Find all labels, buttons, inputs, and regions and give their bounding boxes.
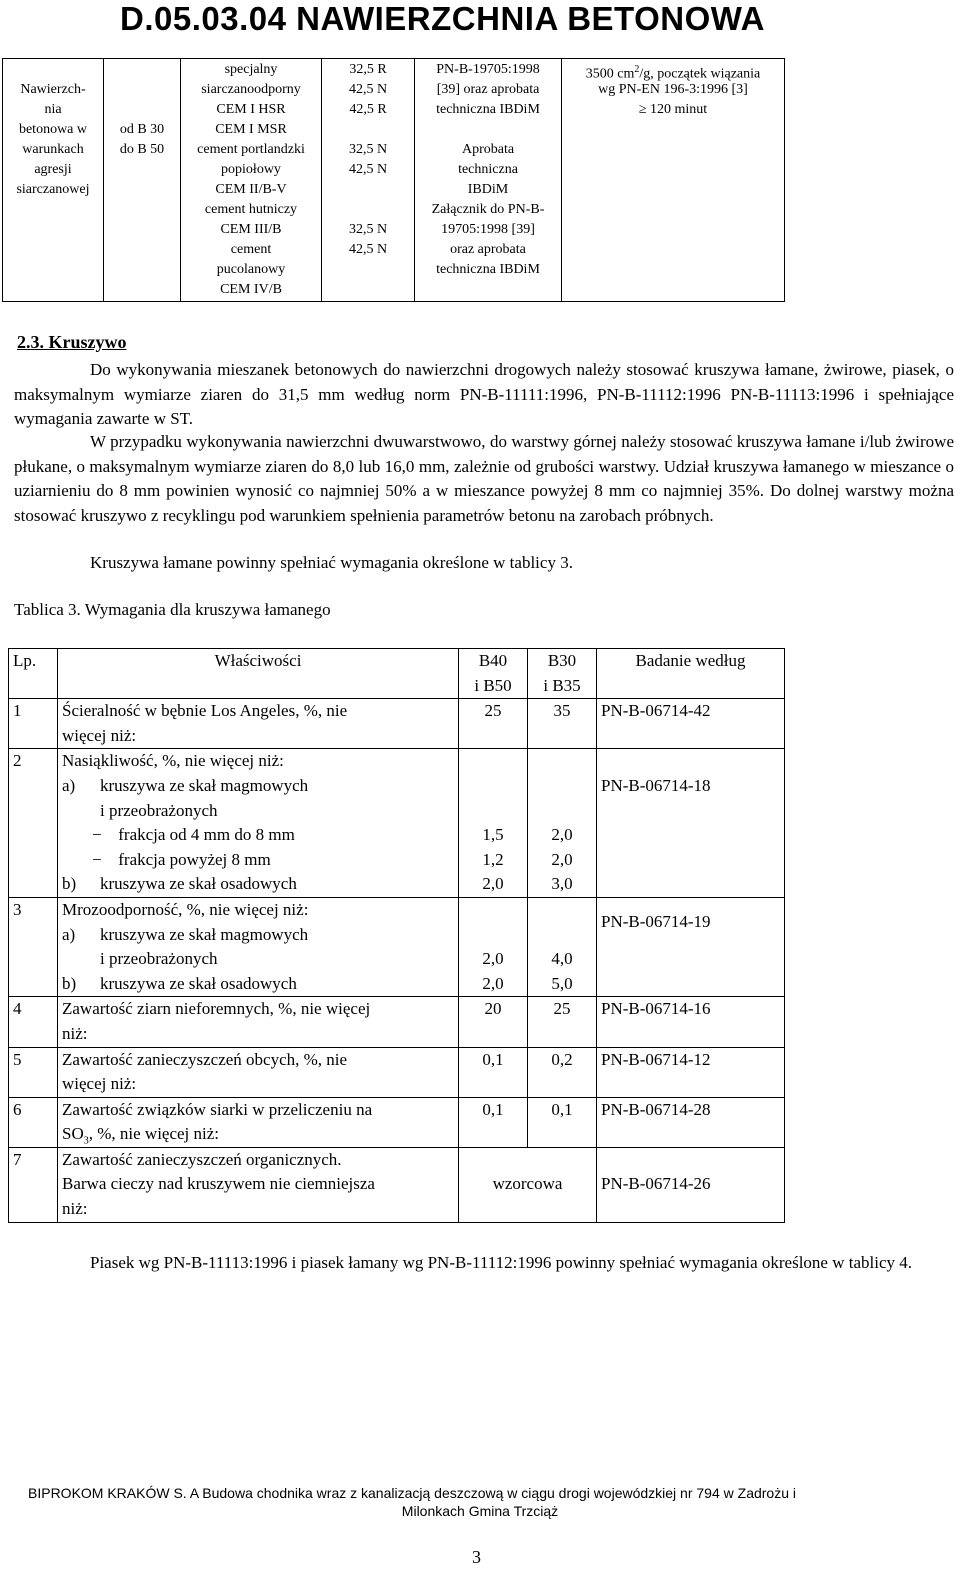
footer-line-2: Milonkach Gmina Trzciąż (401, 1503, 559, 1519)
section-heading-text: 2.3. Kruszywo (17, 332, 127, 352)
item-text: frakcja od 4 mm do 8 mm (118, 825, 295, 845)
cell-line (324, 120, 412, 140)
cell-line: cement hutniczy (204, 202, 298, 217)
cell-line: CEM III/B (220, 222, 282, 237)
item-text: kruszywa ze skał magmowych (100, 924, 309, 944)
cell-line: do B 50 (119, 142, 165, 157)
cement-col-class (104, 59, 181, 302)
item-text: kruszywa ze skał osadowych (100, 973, 297, 993)
cell-line: techniczna IBDiM (436, 262, 540, 277)
value-text: 4,0 (551, 949, 573, 969)
value-b40 (459, 897, 528, 996)
cell-line: CEM I HSR (216, 102, 286, 117)
cement-col-strength (322, 59, 415, 302)
cell-line: cement (230, 242, 272, 257)
header-text: Właściwości (214, 651, 302, 670)
item-letter: a) (62, 924, 76, 944)
row-property (58, 1047, 459, 1097)
cell-line: IBDiM (467, 182, 509, 197)
superscript: 2 (634, 64, 640, 75)
table-row (9, 1097, 785, 1147)
cell-line: PN-B-19705:1998 (436, 62, 540, 77)
table-row (9, 1147, 785, 1222)
cell-line: oraz aprobata (450, 242, 526, 257)
value-text: 2,0 (482, 874, 504, 894)
row-lp: 5 (9, 1047, 58, 1097)
value-text: 2,0 (551, 825, 573, 845)
subscript: 3 (83, 1135, 89, 1147)
table-caption: Tablica 3. Wymagania dla kruszywa łamanego (14, 600, 331, 619)
paragraph-text: W przypadku wykonywania nawierzchni dwuwarstwowo, do warstwy górnej należy stosować kruszywa łamane i/lub żwirowe płukane, o maksymalnym wymiarze ziaren do 8,0 lub 16,0 mm, zależnie od grubości warstwy. Udział kruszywa łamanego w mieszance o uziarnieniu do 8 mm powinien wynosić co najmniej 50% a w mieszance powyżej 8 mm co najmniej 35%. Do dolnej warstwy można stosować kruszywo z recyklingu pod warunkiem spełnienia parametrów betonu na zarobach próbnych. (14, 432, 954, 525)
property-text: Ścieralność w bębnie Los Angeles, %, nie (62, 701, 348, 721)
value-text: 3,0 (551, 874, 573, 894)
property-text (62, 774, 454, 799)
row-property (58, 897, 459, 996)
footer-line-1: BIPROKOM KRAKÓW S. A Budowa chodnika wraz z kanalizacją deszczową w ciągu drogi wojewódzkiej nr 794 w Zadrożu i (28, 1485, 797, 1501)
cell-line: 32,5 N (348, 142, 388, 157)
row-property (58, 997, 459, 1047)
property-text (62, 848, 454, 873)
header-text: B30 (547, 651, 577, 670)
cell-line (564, 60, 782, 80)
value-b40: 20 (459, 997, 528, 1047)
value-text: 1,5 (482, 825, 504, 845)
property-text: Zawartość zanieczyszczeń organicznych. (62, 1149, 342, 1169)
paragraph-3 (14, 551, 954, 576)
header-text: i B50 (474, 675, 512, 695)
test-method-text: PN-B-06714-18 (601, 775, 711, 795)
property-text: niż: (62, 1023, 88, 1043)
row-lp: 4 (9, 997, 58, 1047)
cement-table (2, 58, 785, 302)
test-method: PN-B-06714-16 (597, 997, 785, 1047)
item-letter: b) (62, 973, 77, 993)
test-method: PN-B-06714-42 (597, 699, 785, 749)
cell-line: 42,5 N (348, 82, 388, 97)
value-text: 2,0 (482, 973, 504, 993)
cell-line: cement portlandzki (197, 142, 305, 157)
item-text: i przeobrażonych (100, 800, 218, 820)
paragraph-text: Piasek wg PN-B-11113:1996 i piasek łamany wg PN-B-11112:1996 powinny spełniać wymagania określone w tablicy 4. (90, 1253, 913, 1272)
property-text (62, 872, 454, 897)
test-method: PN-B-06714-26 (597, 1147, 785, 1222)
row-lp: 6 (9, 1097, 58, 1147)
property-text (62, 972, 454, 997)
property-text (62, 923, 454, 948)
property-text (62, 799, 454, 824)
item-text: kruszywa ze skał magmowych (100, 775, 309, 795)
page-number: 3 (472, 1547, 481, 1567)
value-b30 (528, 897, 597, 996)
cell-line: siarczanoodporny (201, 82, 301, 97)
table-row (9, 1047, 785, 1097)
cell-line: nia (44, 102, 62, 117)
header-text: B40 (478, 651, 508, 670)
property-text: Zawartość związków siarki w przeliczeniu na (62, 1099, 373, 1119)
cement-col-type (181, 59, 322, 302)
cell-line: pucolanowy (216, 262, 286, 277)
cell-line: specjalny (224, 62, 278, 77)
test-method: PN-B-06714-28 (597, 1097, 785, 1147)
cell-line: CEM I MSR (215, 122, 287, 137)
test-method-text: PN-B-06714-19 (601, 911, 711, 931)
cell-line: 32,5 R (349, 62, 387, 77)
value-b40: 0,1 (459, 1047, 528, 1097)
item-text: kruszywa ze skał osadowych (100, 874, 297, 894)
paragraph-1 (14, 358, 954, 432)
aggregate-requirements-table (8, 648, 785, 1223)
cell-line: techniczna IBDiM (436, 102, 540, 117)
cement-col-standard (415, 59, 562, 302)
row-property (58, 699, 459, 749)
property-text: niż: (62, 1199, 88, 1219)
cell-line: 32,5 N (348, 222, 388, 237)
value-text: 2,0 (551, 849, 573, 869)
property-text: Zawartość zanieczyszczeń obcych, %, nie (62, 1049, 348, 1069)
row-property (58, 749, 459, 898)
paragraph-text: Do wykonywania mieszanek betonowych do nawierzchni drogowych należy stosować kruszywa łamane, żwirowe, piasek, o maksymalnym wymiarze ziaren do 31,5 mm według norm PN-B-11111:1996, PN-B-11112:1996 PN-B-11113:1996 i spełniające wymagania zawarte w ST. (14, 360, 954, 428)
dash-bullet: − (92, 849, 102, 869)
test-method: PN-B-06714-12 (597, 1047, 785, 1097)
dash-bullet: − (92, 825, 102, 845)
cell-line: Załącznik do PN-B- (431, 202, 545, 217)
cell-line: od B 30 (119, 122, 165, 137)
value-text: 5,0 (551, 973, 573, 993)
test-method (597, 749, 785, 898)
paragraph-2 (14, 430, 954, 528)
closing-paragraph (14, 1251, 954, 1276)
cell-line: [39] oraz aprobata (436, 82, 540, 97)
page-header-title: D.05.03.04 NAWIERZCHNIA BETONOWA (120, 0, 765, 37)
cement-col-requirements (562, 59, 785, 302)
property-text: więcej niż: (62, 1074, 137, 1094)
cell-text: /g, początek wiązania (639, 66, 761, 82)
header-b30 (528, 649, 597, 699)
property-text (62, 823, 454, 848)
cell-line: 19705:1998 [39] (441, 222, 535, 237)
cell-line: siarczanowej (16, 182, 90, 197)
cell-line (324, 200, 412, 220)
value-text: 1,2 (482, 849, 504, 869)
header-b40 (459, 649, 528, 699)
property-text: Mrozoodporność, %, nie więcej niż: (62, 899, 309, 919)
value-b40 (459, 749, 528, 898)
value-text: 2,0 (482, 949, 504, 969)
value-b30: 25 (528, 997, 597, 1047)
cell-line: techniczna (458, 162, 518, 177)
value-both: wzorcowa (459, 1147, 597, 1222)
cell-line: Aprobata (461, 142, 515, 157)
header-test-method: Badanie według (597, 649, 785, 699)
header-properties (58, 649, 459, 699)
paragraph-text: Kruszywa łamane powinny spełniać wymagania określone w tablicy 3. (90, 553, 573, 572)
row-lp: 2 (9, 749, 58, 898)
row-lp: 1 (9, 699, 58, 749)
cell-line: 42,5 N (348, 242, 388, 257)
cell-line: popiołowy (221, 162, 281, 177)
table-row (9, 897, 785, 996)
cell-line: 42,5 R (349, 102, 387, 117)
property-text: Zawartość ziarn nieforemnych, %, nie więcej (62, 999, 371, 1019)
cell-line: Nawierzch- (20, 82, 86, 97)
cell-line (417, 120, 559, 140)
cell-line: warunkach (22, 142, 84, 157)
row-property (58, 1097, 459, 1147)
cell-line (324, 180, 412, 200)
property-text (62, 947, 454, 972)
cell-text: 3500 cm (585, 66, 635, 82)
cell-line: agresji (34, 162, 72, 177)
row-property (58, 1147, 459, 1222)
table-header-row (9, 649, 785, 699)
property-text-part: , %, nie więcej niż: (88, 1124, 220, 1144)
cell-line: betonowa w (18, 122, 88, 137)
item-text: i przeobrażonych (100, 949, 218, 969)
table-row (9, 749, 785, 898)
value-b30: 35 (528, 699, 597, 749)
section-heading (17, 332, 127, 353)
row-lp: 3 (9, 897, 58, 996)
table-row (9, 997, 785, 1047)
cement-col-application (3, 59, 104, 302)
test-method (597, 897, 785, 996)
header-lp: Lp. (9, 649, 58, 699)
property-text (62, 1122, 454, 1147)
value-b40: 25 (459, 699, 528, 749)
property-text: Barwa cieczy nad kruszywem nie ciemniejsza (62, 1174, 375, 1194)
header-text: i B35 (543, 675, 581, 695)
cell-line: CEM IV/B (220, 282, 282, 297)
item-letter: b) (62, 874, 77, 894)
value-b30: 0,1 (528, 1097, 597, 1147)
item-text: frakcja powyżej 8 mm (118, 849, 271, 869)
value-b40: 0,1 (459, 1097, 528, 1147)
value-b30 (528, 749, 597, 898)
table-row (9, 699, 785, 749)
cell-line: CEM II/B-V (215, 182, 287, 197)
property-text: więcej niż: (62, 725, 137, 745)
row-lp: 7 (9, 1147, 58, 1222)
cell-line: 42,5 N (348, 162, 388, 177)
value-b30: 0,2 (528, 1047, 597, 1097)
property-text: Nasiąkliwość, %, nie więcej niż: (62, 751, 284, 771)
property-text-part: SO (62, 1124, 84, 1144)
cell-line: ≥ 120 minut (638, 102, 708, 117)
cell-line: wg PN-EN 196-3:1996 [3] (598, 82, 748, 97)
item-letter: a) (62, 775, 76, 795)
